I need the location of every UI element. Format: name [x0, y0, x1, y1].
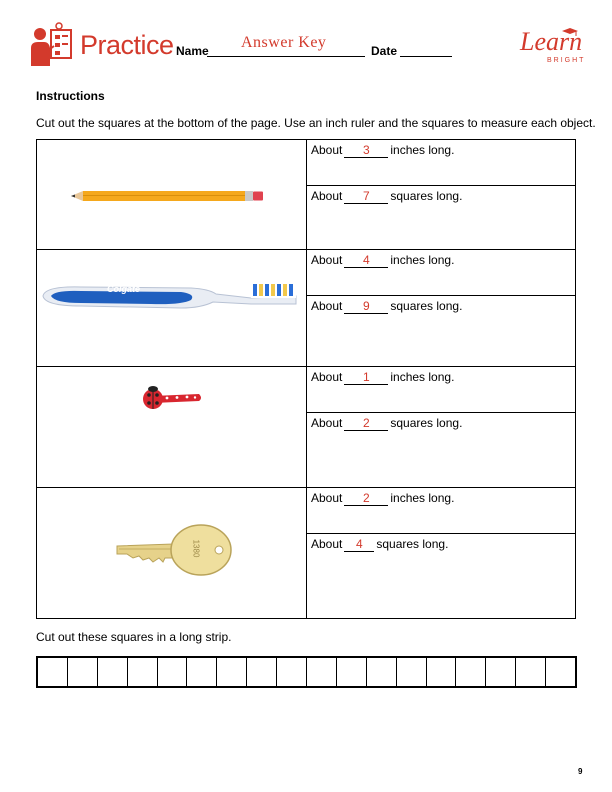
- instructions-text: Cut out the squares at the bottom of the page. Use an inch ruler and the squares to measure each object.: [36, 116, 596, 130]
- practice-teacher-icon: [30, 22, 74, 70]
- about-label: About: [311, 370, 343, 384]
- object-image-cell: [37, 250, 307, 367]
- about-label: About: [311, 143, 343, 157]
- learn-bright-logo: Learn: [520, 27, 583, 56]
- name-field[interactable]: [207, 56, 365, 57]
- inches-answer[interactable]: 4: [344, 254, 388, 268]
- squares-answer-cell: [307, 185, 575, 249]
- table-row: [37, 366, 575, 488]
- name-label: Name: [176, 44, 209, 58]
- strip-square: [486, 658, 516, 686]
- inches-label: inches long.: [390, 253, 455, 267]
- square-strip: [36, 656, 577, 688]
- pencil-image: [71, 190, 267, 202]
- squares-answer-cell: [307, 295, 575, 367]
- strip-square: [307, 658, 337, 686]
- inches-answer[interactable]: 2: [344, 492, 388, 506]
- strip-square: [337, 658, 367, 686]
- about-label: About: [311, 253, 343, 267]
- about-label: About: [311, 189, 343, 203]
- about-label: About: [311, 537, 343, 551]
- inches-label: inches long.: [390, 491, 455, 505]
- strip-square: [427, 658, 457, 686]
- toothbrush-brand-text: Colgate: [107, 284, 141, 294]
- squares-label: squares long.: [390, 299, 463, 313]
- strip-square: [247, 658, 277, 686]
- toothbrush-image: [41, 278, 301, 312]
- squares-label: squares long.: [390, 189, 463, 203]
- squares-label: squares long.: [390, 416, 463, 430]
- inches-answer-cell: [307, 250, 575, 295]
- strip-square: [277, 658, 307, 686]
- table-row: [37, 487, 575, 619]
- strip-square: [68, 658, 98, 686]
- squares-answer-cell: [307, 412, 575, 488]
- inches-label: inches long.: [390, 370, 455, 384]
- strip-square: [128, 658, 158, 686]
- inches-answer-cell: [307, 367, 575, 412]
- strip-square: [546, 658, 575, 686]
- squares-answer-cell: [307, 533, 575, 619]
- strip-square: [158, 658, 188, 686]
- strip-square: [217, 658, 247, 686]
- squares-label: squares long.: [376, 537, 449, 551]
- learn-bright-logo-subtitle: BRIGHT: [547, 57, 586, 64]
- strip-instructions: Cut out these squares in a long strip.: [36, 630, 232, 644]
- inches-answer[interactable]: 1: [344, 371, 388, 385]
- date-field[interactable]: [400, 56, 452, 57]
- about-label: About: [311, 491, 343, 505]
- object-image-cell: [37, 367, 307, 488]
- inches-answer[interactable]: 3: [344, 144, 388, 158]
- key-image: [115, 524, 233, 576]
- squares-answer[interactable]: 4: [344, 538, 374, 552]
- squares-answer[interactable]: 2: [344, 417, 388, 431]
- ladybug-clip-image: [141, 385, 203, 411]
- inches-answer-cell: [307, 140, 575, 185]
- strip-square: [98, 658, 128, 686]
- answer-key-text: Answer Key: [241, 34, 327, 51]
- object-image-cell: [37, 488, 307, 619]
- squares-answer[interactable]: 9: [344, 300, 388, 314]
- inches-label: inches long.: [390, 143, 455, 157]
- measurement-table: [36, 139, 576, 619]
- instructions-heading: Instructions: [36, 89, 105, 103]
- key-code-text: 1380: [191, 539, 201, 558]
- strip-square: [187, 658, 217, 686]
- strip-square: [367, 658, 397, 686]
- page-number: 9: [578, 767, 583, 776]
- inches-answer-cell: [307, 488, 575, 533]
- strip-square: [397, 658, 427, 686]
- strip-square: [38, 658, 68, 686]
- table-row: [37, 140, 575, 249]
- strip-square: [516, 658, 546, 686]
- squares-answer[interactable]: 7: [344, 190, 388, 204]
- about-label: About: [311, 416, 343, 430]
- object-image-cell: [37, 140, 307, 249]
- date-label: Date: [371, 44, 398, 58]
- practice-title: Practice: [80, 30, 174, 60]
- strip-square: [456, 658, 486, 686]
- table-row: [37, 249, 575, 367]
- about-label: About: [311, 299, 343, 313]
